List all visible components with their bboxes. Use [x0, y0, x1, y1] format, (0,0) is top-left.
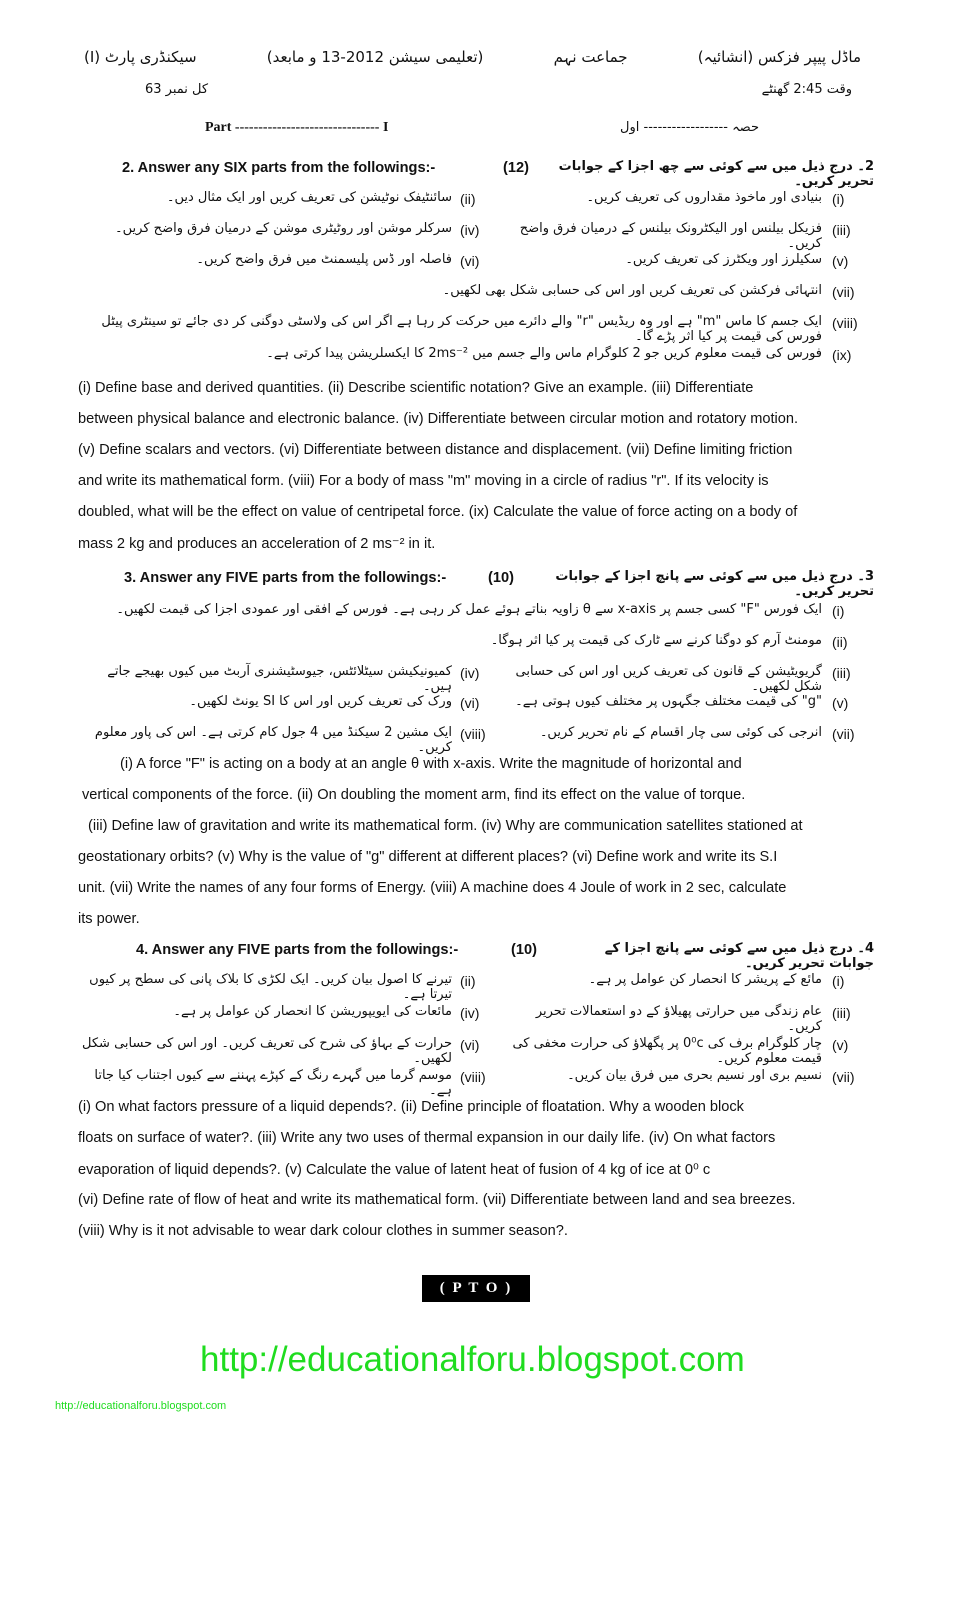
q3-item-urdu: گریویٹیشن کے قانون کی تعریف کریں اور اس کی حسابی شکل لکھیں۔ — [515, 664, 822, 694]
q3-item-label: (vi) — [460, 695, 480, 711]
q3-heading-english: 3. Answer any FIVE parts from the followings:- — [124, 570, 447, 586]
q4-marks: (10) — [511, 942, 537, 958]
q2-item-urdu: فزیکل بیلنس اور الیکٹرونک بیلنس کے درمیان فرق واضح کریں۔ — [519, 221, 822, 251]
q2-english-line: (i) Define base and derived quantities. (ii) Describe scientific notation? Give an example. (iii) Differentiate — [78, 380, 754, 396]
q3-item-label: (iv) — [460, 665, 480, 681]
watermark-small: http://educationalforu.blogspot.com — [55, 1400, 227, 1412]
q2-english-line: (v) Define scalars and vectors. (vi) Differentiate between distance and displacement. (vii) Define limiting friction — [78, 442, 793, 458]
q3-english-line: geostationary orbits? (v) Why is the value of "g" different at different places? (vi) Define work and write its S.I — [78, 849, 778, 865]
q3-english-line: (i) A force "F" is acting on a body at an angle θ with x-axis. Write the magnitude of horizontal and — [120, 756, 742, 772]
q2-item-label: (ii) — [460, 191, 476, 207]
q4-english-line: (viii) Why is it not advisable to wear dark colour clothes in summer season?. — [78, 1223, 568, 1239]
watermark-large: http://educationalforu.blogspot.com — [200, 1340, 745, 1379]
q4-item-label: (i) — [832, 973, 845, 989]
q4-item-label: (vi) — [460, 1037, 480, 1053]
q2-english-line: mass 2 kg and produces an acceleration of 2 ms⁻² in it. — [78, 536, 436, 552]
q2-item-urdu: فورس کی قیمت معلوم کریں جو 2 کلوگرام ماس والے جسم میں 2ms⁻² کا ایکسلریشن پیدا کرتی ہے۔ — [266, 346, 822, 361]
q4-item-urdu: مائع کے پریشر کا انحصار کن عوامل پر ہے۔ — [588, 972, 822, 987]
q3-item-label: (i) — [832, 603, 845, 619]
pto-box: ( P T O ) — [422, 1275, 530, 1302]
q3-heading-urdu: 3۔ درج ذیل میں سے کوئی سے پانچ اجزا کے جوابات تحریر کریں۔ — [555, 569, 874, 599]
q4-item-urdu: چار کلوگرام برف کی 0⁰c پر پگھلاؤ کی حرارت مخفی کی قیمت معلوم کریں۔ — [512, 1036, 822, 1066]
q3-english-line: (iii) Define law of gravitation and write its mathematical form. (iv) Why are communication satellites stationed at — [88, 818, 803, 834]
q3-item-urdu: "g" کی قیمت مختلف جگہوں پر مختلف کیوں ہوتی ہے۔ — [515, 694, 822, 709]
q3-item-urdu: انرجی کی کوئی سی چار اقسام کے نام تحریر کریں۔ — [539, 725, 822, 740]
time-urdu: وقت 2:45 گھنٹے — [761, 82, 852, 97]
header-row — [84, 48, 861, 66]
q2-item-label: (ix) — [832, 347, 852, 363]
q3-item-label: (vii) — [832, 726, 855, 742]
q3-item-urdu: ورک کی تعریف کریں اور اس کا SI یونٹ لکھیں۔ — [189, 694, 452, 709]
q3-item-urdu: ایک مشین 2 سیکنڈ میں 4 جول کام کرتی ہے۔ اس کی پاور معلوم کریں۔ — [94, 725, 452, 755]
q2-item-label: (vii) — [832, 284, 855, 300]
q3-item-label: (v) — [832, 695, 849, 711]
q4-english-line: floats on surface of water?. (iii) Write any two uses of thermal expansion in our daily life. (iv) On what factors — [78, 1130, 776, 1146]
q3-item-label: (viii) — [460, 726, 486, 742]
q4-item-urdu: مائعات کی ایویپوریشن کا انحصار کن عوامل پر ہے۔ — [173, 1004, 452, 1019]
q2-item-label: (viii) — [832, 315, 858, 331]
q3-item-urdu: مومنٹ آرم کو دوگنا کرنے سے ٹارک کی قیمت پر کیا اثر ہوگا۔ — [490, 633, 822, 648]
q2-heading-urdu: 2۔ درج ذیل میں سے کوئی سے چھ اجزا کے جوابات تحریر کریں۔ — [558, 159, 874, 189]
q3-item-urdu: کمیونیکیشن سیٹلائٹس، جیوسٹیشنری آربٹ میں کیوں بھیجے جاتے ہیں۔ — [107, 664, 452, 694]
q3-english-line: vertical components of the force. (ii) On doubling the moment arm, find its effect on the value of torque. — [82, 787, 746, 803]
q4-item-label: (iv) — [460, 1005, 480, 1021]
q2-item-urdu: سرکلر موشن اور روٹیٹری موشن کے درمیان فرق واضح کریں۔ — [115, 221, 452, 236]
q4-item-urdu: عام زندگی میں حرارتی پھیلاؤ کے دو استعمالات تحریر کریں۔ — [535, 1004, 822, 1034]
section-label-urdu: حصہ ------------------ اول — [620, 120, 759, 135]
q4-item-label: (ii) — [460, 973, 476, 989]
q4-item-urdu: نسیم بری اور نسیم بحری میں فرق بیان کریں۔ — [567, 1068, 822, 1083]
q2-marks: (12) — [503, 160, 529, 176]
q2-item-label: (iii) — [832, 222, 851, 238]
session-urdu: (تعلیمی سیشن 2012-13 و مابعد) — [266, 48, 484, 66]
q2-english-line: and write its mathematical form. (viii) For a body of mass "m" moving in a circle of radius "r". If its velocity is — [78, 473, 769, 489]
q2-item-label: (i) — [832, 191, 845, 207]
q2-english-line: between physical balance and electronic balance. (iv) Differentiate between circular motion and rotatory motion. — [78, 411, 799, 427]
q4-item-urdu: تیرنے کا اصول بیان کریں۔ ایک لکڑی کا بلاک پانی کی سطح پر کیوں تیرتا ہے۔ — [89, 972, 452, 1002]
q3-item-label: (iii) — [832, 665, 851, 681]
q2-item-label: (v) — [832, 253, 849, 269]
q4-item-urdu: موسم گرما میں گہرے رنگ کے کپڑے پہننے سے کیوں اجتناب کیا جاتا ہے۔ — [94, 1068, 452, 1098]
q4-heading-english: 4. Answer any FIVE parts from the followings:- — [136, 942, 459, 958]
q2-item-urdu: انتہائی فرکشن کی تعریف کریں اور اس کی حسابی شکل بھی لکھیں۔ — [442, 283, 822, 298]
q3-item-label: (ii) — [832, 634, 848, 650]
q2-english-line: doubled, what will be the effect on value of centripetal force. (ix) Calculate the value of force acting on a body of — [78, 504, 798, 520]
q2-item-label: (vi) — [460, 253, 480, 269]
q2-item-label: (iv) — [460, 222, 480, 238]
q2-item-urdu: سائنٹیفک نوٹیشن کی تعریف کریں اور ایک مثال دیں۔ — [166, 190, 452, 205]
q4-english-line: (i) On what factors pressure of a liquid depends?. (ii) Define principle of floatation. Why a wooden block — [78, 1099, 744, 1115]
q4-item-label: (v) — [832, 1037, 849, 1053]
q3-item-urdu: ایک فورس "F" کسی جسم پر x-axis سے θ زاویہ بناتے ہوئے عمل کر رہی ہے۔ فورس کے افقی اور عمودی اجزا کی قیمت لکھیں۔ — [116, 602, 822, 617]
q2-item-urdu: فاصلہ اور ڈس پلیسمنٹ میں فرق واضح کریں۔ — [196, 252, 452, 267]
total-marks-urdu: کل نمبر 63 — [145, 82, 209, 97]
q4-item-label: (iii) — [832, 1005, 851, 1021]
q2-item-urdu: سکیلرز اور ویکٹرز کی تعریف کریں۔ — [625, 252, 822, 267]
q4-english-line: evaporation of liquid depends?. (v) Calculate the value of latent heat of fusion of 4 kg of ice at 0⁰ c — [78, 1162, 711, 1178]
class-urdu: جماعت نہم — [553, 48, 628, 66]
q4-item-label: (vii) — [832, 1069, 855, 1085]
q2-heading-english: 2. Answer any SIX parts from the followings:- — [122, 160, 436, 176]
q3-marks: (10) — [488, 570, 514, 586]
section-label-english: Part ------------------------------- I — [205, 120, 389, 135]
q2-item-urdu: ایک جسم کا ماس "m" ہے اور وہ ریڈیس "r" والے دائرے میں حرکت کر رہا ہے اگر اس کی ولاسٹی دوگنی کر دی جائے تو سینٹری پیٹل فورس کی قیمت پر کیا اثر پڑے گا۔ — [101, 314, 822, 344]
q4-item-urdu: حرارت کے بہاؤ کی شرح کی تعریف کریں۔ اور اس کی حسابی شکل لکھیں۔ — [82, 1036, 452, 1066]
q4-english-line: (vi) Define rate of flow of heat and write its mathematical form. (vii) Differentiate between land and sea breezes. — [78, 1192, 796, 1208]
q2-item-urdu: بنیادی اور ماخوذ مقداروں کی تعریف کریں۔ — [586, 190, 822, 205]
part-urdu: سیکنڈری پارٹ (I) — [84, 48, 197, 66]
q4-item-label: (viii) — [460, 1069, 486, 1085]
q3-english-line: unit. (vii) Write the names of any four forms of Energy. (viii) A machine does 4 Joule of work in 2 sec, calculate — [78, 880, 787, 896]
q4-heading-urdu: 4۔ درج ذیل میں سے کوئی سے پانچ اجزا کے جوابات تحریر کریں۔ — [604, 941, 874, 971]
q3-english-line: its power. — [78, 911, 140, 927]
paper-title-urdu: ماڈل پیپر فزکس (انشائیہ) — [697, 48, 861, 66]
